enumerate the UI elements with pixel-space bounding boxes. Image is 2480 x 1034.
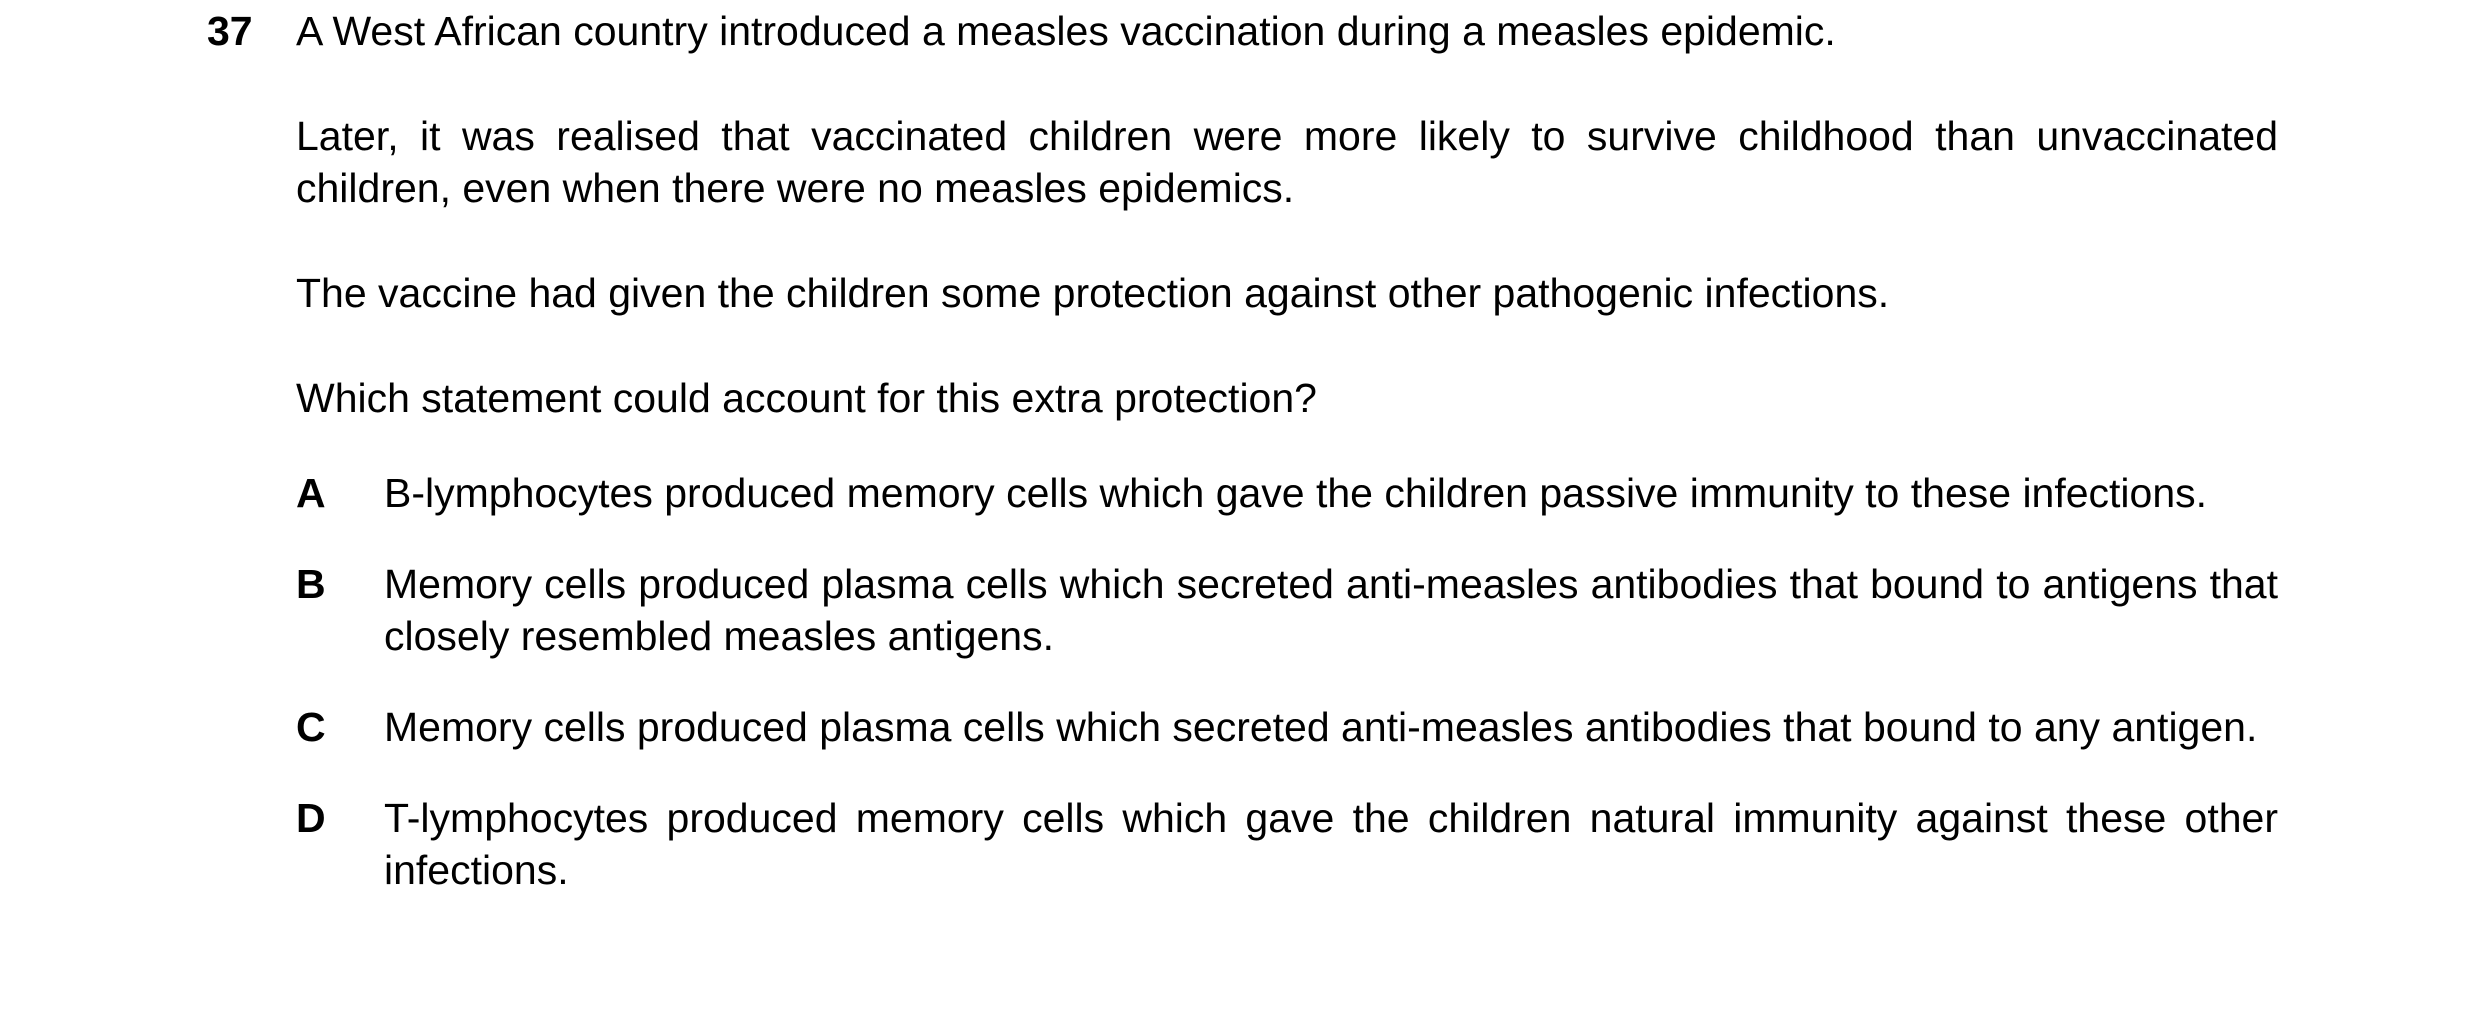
answer-option-d[interactable]	[296, 792, 2278, 896]
question-body	[296, 5, 2278, 935]
question-prompt: Which statement could account for this extra protection?	[296, 375, 1317, 421]
answer-option-c[interactable]	[296, 701, 2278, 753]
option-letter: A	[296, 470, 326, 516]
question-stem-observation: Later, it was realised that vaccinated children were more likely to survive childhood than unvaccinated children, even when there were no measles epidemics.	[296, 113, 2278, 211]
option-text: Memory cells produced plasma cells which secreted anti-measles antibodies that bound to any antigen.	[384, 704, 2258, 750]
option-text: B-lymphocytes produced memory cells which gave the children passive immunity to these infections.	[384, 470, 2208, 516]
option-text: T-lymphocytes produced memory cells which gave the children natural immunity against these other infections.	[384, 795, 2278, 893]
answer-options	[296, 467, 2278, 896]
option-letter: D	[296, 795, 326, 841]
question-stem-intro: A West African country introduced a measles vaccination during a measles epidemic.	[296, 8, 1836, 54]
option-letter: B	[296, 561, 326, 607]
answer-option-b[interactable]	[296, 558, 2278, 662]
option-letter: C	[296, 704, 326, 750]
option-text: Memory cells produced plasma cells which secreted anti-measles antibodies that bound to antigens that closely resembled measles antigens.	[384, 561, 2278, 659]
question-stem-context: The vaccine had given the children some protection against other pathogenic infections.	[296, 270, 1890, 316]
question-number: 37	[207, 8, 253, 54]
answer-option-a[interactable]	[296, 467, 2278, 519]
